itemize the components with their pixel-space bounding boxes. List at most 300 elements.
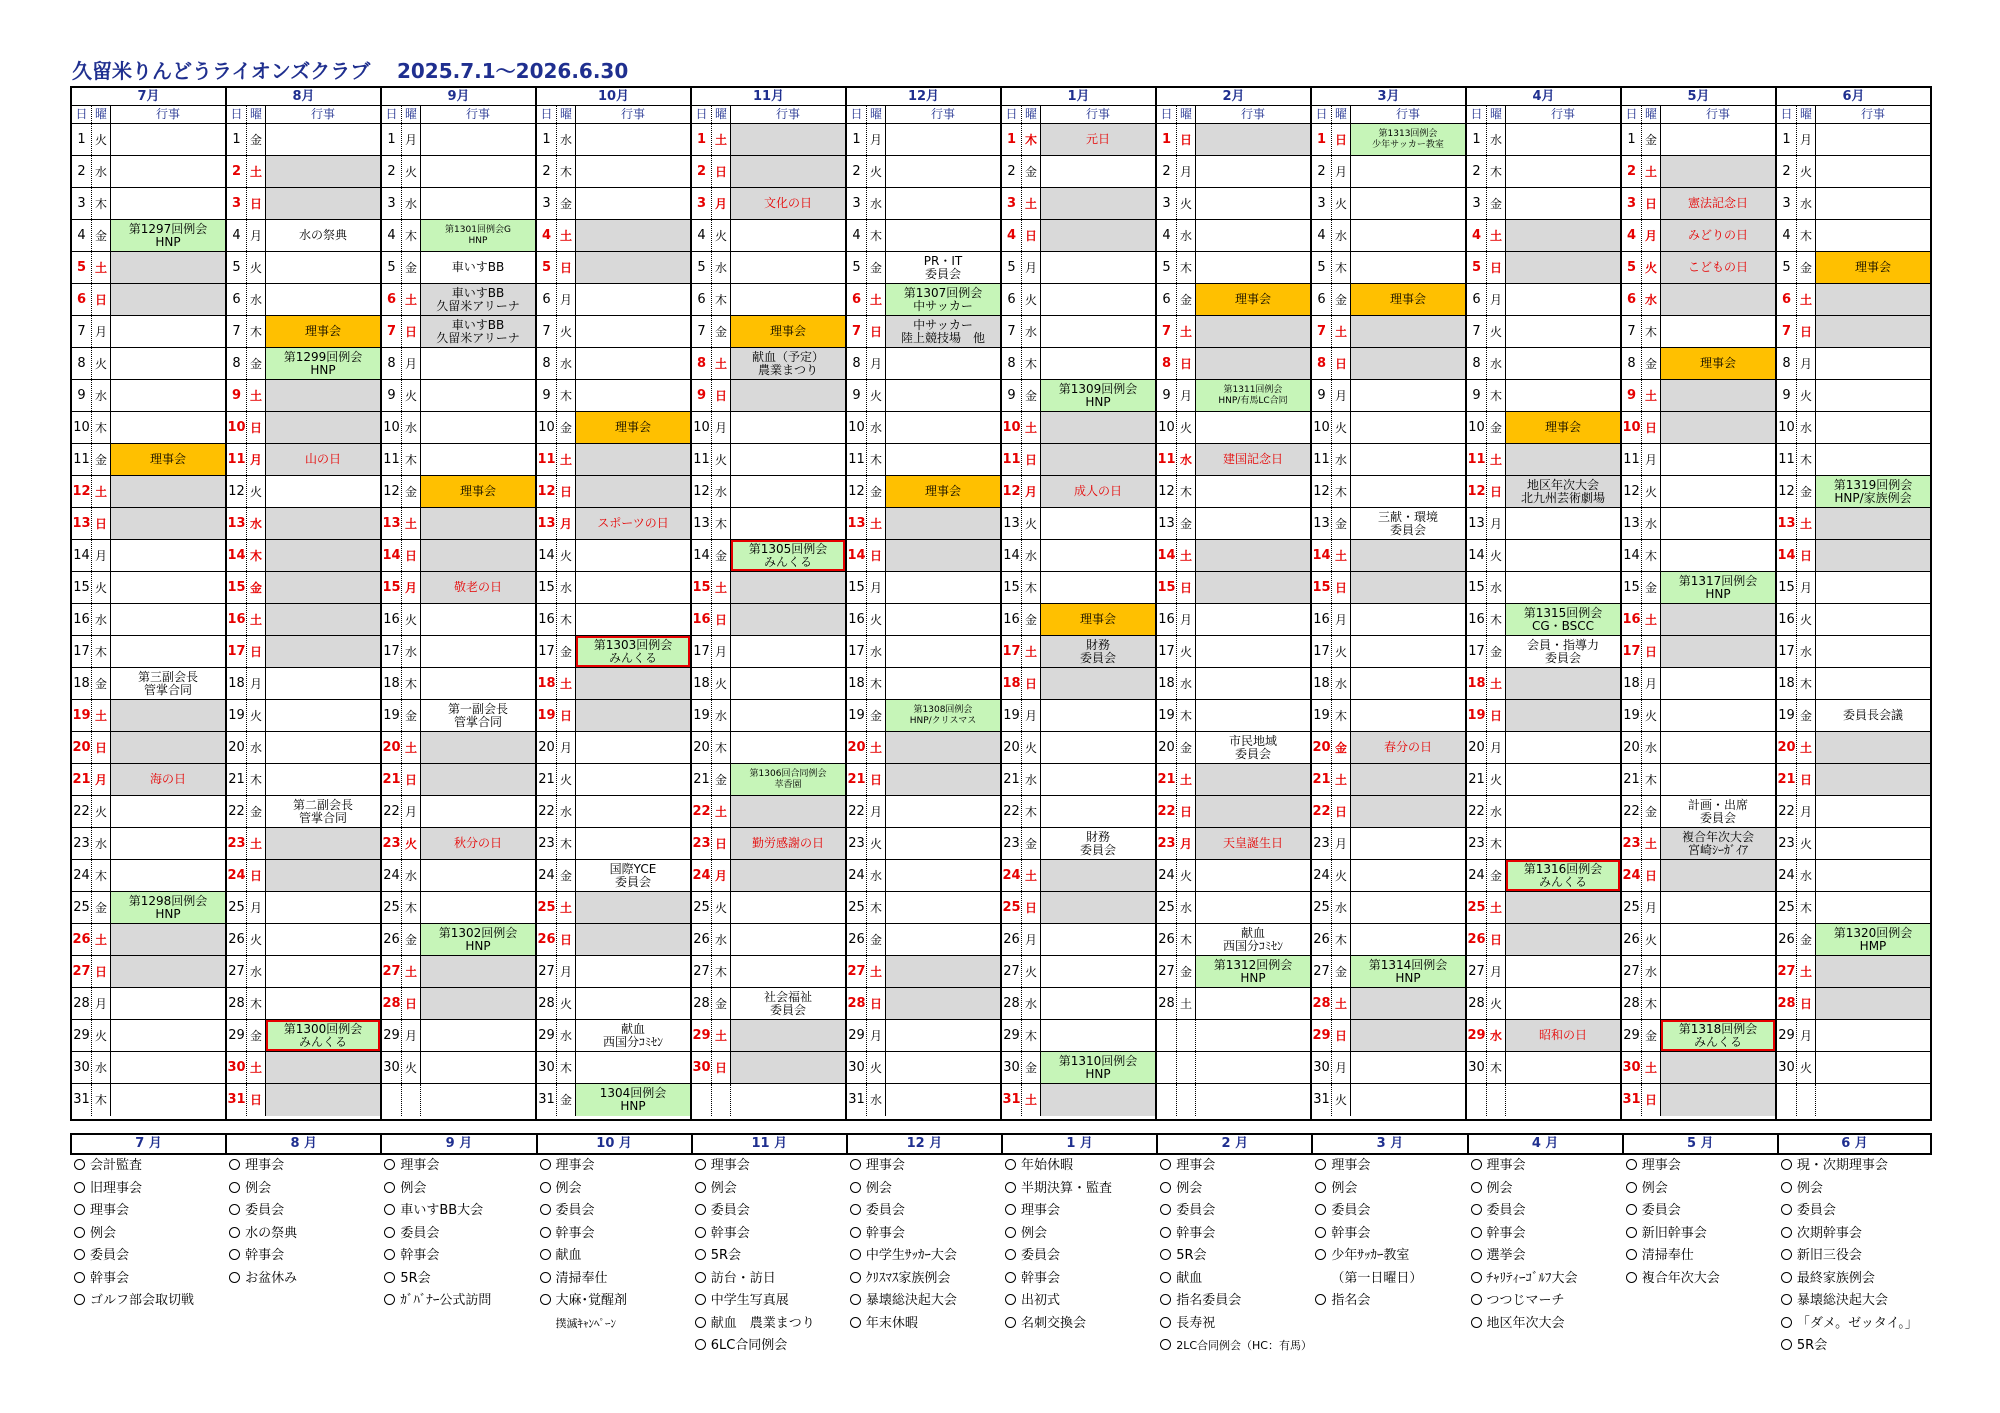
day-row — [1622, 348, 1775, 380]
column-header-day: 日 — [1777, 106, 1797, 123]
event-cell — [1041, 668, 1155, 699]
event-cell — [1816, 1084, 1930, 1116]
circle-bullet-icon — [695, 1294, 706, 1305]
day-row — [847, 988, 1000, 1020]
event-cell — [886, 188, 1000, 219]
day-row — [1777, 668, 1930, 700]
event-cell — [1196, 284, 1310, 315]
weekday: 火 — [92, 572, 111, 603]
day-row — [1002, 444, 1155, 476]
day-row — [847, 444, 1000, 476]
day-row — [1312, 732, 1465, 764]
day-row — [1002, 508, 1155, 540]
weekday — [1797, 1084, 1816, 1116]
circle-bullet-icon — [74, 1182, 85, 1193]
day-row — [1157, 476, 1310, 508]
event-cell — [421, 252, 535, 283]
month-title: 8月 — [227, 88, 380, 106]
day-row — [1622, 860, 1775, 892]
day-row — [1777, 444, 1930, 476]
event-cell — [1816, 508, 1930, 539]
day-number: 9 — [1312, 380, 1332, 411]
summary-item — [70, 1155, 225, 1178]
day-number: 21 — [537, 764, 557, 795]
day-row — [847, 124, 1000, 156]
day-row — [1777, 892, 1930, 924]
summary-month-title: 8 月 — [225, 1133, 380, 1155]
day-row — [692, 572, 845, 604]
weekday: 金 — [1642, 348, 1661, 379]
event-cell — [886, 1084, 1000, 1116]
event-text: 第1299回例会 HNP — [283, 349, 363, 377]
event-cell — [266, 860, 380, 891]
weekday: 月 — [557, 956, 576, 987]
event-cell — [1041, 924, 1155, 955]
day-number: 29 — [1622, 1020, 1642, 1051]
summary-item-label: 幹事会 — [1331, 1225, 1371, 1241]
day-number: 19 — [537, 700, 557, 731]
weekday: 月 — [1487, 956, 1506, 987]
event-cell — [576, 572, 690, 603]
day-number: 11 — [227, 444, 247, 475]
day-row — [692, 1052, 845, 1084]
weekday: 土 — [92, 476, 111, 507]
summary-item — [536, 1200, 691, 1223]
day-number: 13 — [847, 508, 867, 539]
event-cell — [886, 252, 1000, 283]
event-text: 会員・指導力 委員会 — [1526, 637, 1599, 665]
summary-item — [536, 1155, 691, 1178]
day-number: 11 — [1622, 444, 1642, 475]
day-number: 22 — [692, 796, 712, 827]
summary-item — [70, 1245, 225, 1268]
circle-bullet-icon — [229, 1182, 240, 1193]
day-row — [692, 924, 845, 956]
summary-item-label: 理事会 — [865, 1158, 905, 1173]
weekday: 火 — [402, 380, 421, 411]
event-cell — [111, 124, 225, 155]
day-row — [1002, 700, 1155, 732]
weekday: 木 — [557, 1052, 576, 1083]
event-cell — [1351, 412, 1465, 443]
weekday: 日 — [1332, 1020, 1351, 1051]
day-number: 3 — [72, 188, 92, 219]
weekday — [1177, 1020, 1196, 1051]
weekday: 木 — [1797, 220, 1816, 251]
day-number: 4 — [382, 220, 402, 251]
event-text: 第1306回合同例会 萃香園 — [749, 768, 827, 790]
weekday: 土 — [867, 284, 886, 315]
event-cell — [1196, 604, 1310, 635]
weekday: 金 — [557, 188, 576, 219]
event-cell — [1506, 444, 1620, 475]
day-number — [1157, 1052, 1177, 1083]
event-cell — [1661, 348, 1775, 379]
day-row — [227, 284, 380, 316]
weekday: 木 — [557, 604, 576, 635]
day-number: 13 — [1777, 508, 1797, 539]
circle-bullet-icon — [850, 1182, 861, 1193]
day-number: 13 — [1157, 508, 1177, 539]
weekday: 金 — [92, 892, 111, 923]
circle-bullet-icon — [384, 1227, 395, 1238]
event-cell — [266, 220, 380, 251]
day-number: 29 — [1312, 1020, 1332, 1051]
day-row — [1002, 636, 1155, 668]
day-number: 30 — [1622, 1052, 1642, 1083]
day-row — [1622, 1052, 1775, 1084]
event-cell — [1816, 156, 1930, 187]
weekday: 木 — [1332, 476, 1351, 507]
event-cell — [111, 220, 225, 251]
day-row — [1157, 284, 1310, 316]
summary-item-label: 幹事会 — [1021, 1270, 1061, 1286]
event-cell — [111, 156, 225, 187]
summary-item-label: 名刺交換会 — [1021, 1315, 1087, 1331]
day-number: 27 — [1622, 956, 1642, 987]
weekday: 土 — [92, 252, 111, 283]
circle-bullet-icon — [1005, 1272, 1016, 1283]
event-cell — [1196, 924, 1310, 955]
event-cell — [731, 1084, 845, 1116]
day-row — [847, 220, 1000, 252]
summary-item — [1001, 1155, 1156, 1178]
weekday: 金 — [247, 1020, 266, 1051]
event-cell — [1661, 444, 1775, 475]
weekday: 日 — [1642, 636, 1661, 667]
weekday: 木 — [402, 444, 421, 475]
summary-item — [1156, 1245, 1311, 1268]
weekday: 火 — [1177, 860, 1196, 891]
weekday: 土 — [1642, 156, 1661, 187]
day-number: 12 — [382, 476, 402, 507]
day-row — [692, 796, 845, 828]
weekday: 木 — [1642, 540, 1661, 571]
summary-item — [1777, 1200, 1932, 1223]
day-number: 5 — [1622, 252, 1642, 283]
circle-bullet-icon — [540, 1182, 551, 1193]
column-header-event: 行事 — [1550, 107, 1575, 121]
day-row — [1157, 700, 1310, 732]
day-number: 6 — [1157, 284, 1177, 315]
event-cell — [1351, 988, 1465, 1019]
day-row — [1157, 252, 1310, 284]
summary-item — [846, 1313, 1001, 1336]
month-title: 11月 — [692, 88, 845, 106]
weekday: 月 — [1177, 380, 1196, 411]
summary-item — [1777, 1155, 1932, 1178]
event-cell — [1816, 124, 1930, 155]
weekday: 木 — [1332, 252, 1351, 283]
summary-item-label: 委員会 — [1486, 1203, 1526, 1218]
day-number: 19 — [382, 700, 402, 731]
event-cell — [1041, 220, 1155, 251]
event-cell — [1351, 572, 1465, 603]
day-row — [1622, 988, 1775, 1020]
weekday: 月 — [712, 636, 731, 667]
weekday: 水 — [1642, 284, 1661, 315]
weekday: 日 — [1022, 220, 1041, 251]
event-cell — [576, 220, 690, 251]
summary-item-label: ゴルフ部会取切戦 — [90, 1293, 195, 1308]
day-number: 4 — [537, 220, 557, 251]
day-number: 17 — [382, 636, 402, 667]
day-row — [847, 1020, 1000, 1052]
day-row — [227, 860, 380, 892]
weekday: 月 — [1642, 220, 1661, 251]
circle-bullet-icon — [1471, 1249, 1482, 1260]
day-number: 14 — [537, 540, 557, 571]
day-number: 6 — [537, 284, 557, 315]
weekday: 土 — [1177, 540, 1196, 571]
weekday: 日 — [247, 188, 266, 219]
weekday: 土 — [1797, 732, 1816, 763]
event-cell — [731, 220, 845, 251]
day-number: 21 — [1622, 764, 1642, 795]
day-number: 25 — [1467, 892, 1487, 923]
day-row — [1312, 956, 1465, 988]
day-number: 6 — [847, 284, 867, 315]
day-row — [227, 444, 380, 476]
day-number: 28 — [72, 988, 92, 1019]
event-cell — [1196, 156, 1310, 187]
day-row — [1157, 764, 1310, 796]
summary-item-label: 委員会 — [710, 1203, 750, 1218]
circle-bullet-icon — [1471, 1204, 1482, 1215]
summary-item — [1622, 1223, 1777, 1246]
event-cell — [1816, 860, 1930, 891]
day-number: 14 — [1467, 540, 1487, 571]
event-cell — [1351, 604, 1465, 635]
weekday: 火 — [1797, 828, 1816, 859]
day-row — [227, 604, 380, 636]
day-number: 20 — [227, 732, 247, 763]
summary-item-label: 5R会 — [1176, 1248, 1207, 1263]
event-cell — [421, 348, 535, 379]
day-row — [537, 988, 690, 1020]
day-row — [1622, 700, 1775, 732]
event-cell — [1816, 924, 1930, 955]
summary-item-label: 中学生写真展 — [710, 1293, 789, 1308]
day-number: 24 — [1002, 860, 1022, 891]
summary-month-title: 2 月 — [1156, 1133, 1311, 1155]
summary-item — [536, 1268, 691, 1291]
day-row — [72, 220, 225, 252]
day-row — [1777, 860, 1930, 892]
day-number: 22 — [227, 796, 247, 827]
day-number: 15 — [1777, 572, 1797, 603]
day-row — [1157, 860, 1310, 892]
day-row — [1312, 316, 1465, 348]
event-cell — [1196, 668, 1310, 699]
day-row — [1002, 220, 1155, 252]
event-cell — [111, 316, 225, 347]
day-number: 16 — [227, 604, 247, 635]
weekday: 金 — [1177, 508, 1196, 539]
weekday: 月 — [1642, 668, 1661, 699]
summary-column — [225, 1133, 380, 1358]
weekday: 土 — [557, 892, 576, 923]
day-row — [1467, 156, 1620, 188]
event-cell — [1041, 604, 1155, 635]
column-headers — [537, 106, 690, 124]
day-number: 11 — [1467, 444, 1487, 475]
weekday: 金 — [557, 636, 576, 667]
event-cell — [1661, 796, 1775, 827]
weekday: 火 — [402, 156, 421, 187]
summary-item — [1156, 1290, 1311, 1313]
day-number: 17 — [1002, 636, 1022, 667]
day-number: 29 — [72, 1020, 92, 1051]
summary-item-label: 選挙会 — [1486, 1248, 1526, 1263]
weekday: 火 — [867, 380, 886, 411]
event-cell — [576, 380, 690, 411]
day-number: 1 — [382, 124, 402, 155]
day-row — [692, 124, 845, 156]
day-number: 17 — [847, 636, 867, 667]
day-row — [1777, 348, 1930, 380]
day-number: 5 — [1467, 252, 1487, 283]
day-number: 20 — [1777, 732, 1797, 763]
event-cell — [576, 124, 690, 155]
day-row — [847, 1052, 1000, 1084]
day-number: 31 — [537, 1084, 557, 1116]
day-number: 1 — [72, 124, 92, 155]
weekday: 月 — [402, 1020, 421, 1051]
day-number: 6 — [1622, 284, 1642, 315]
day-number: 13 — [227, 508, 247, 539]
summary-column — [1467, 1133, 1622, 1358]
event-cell — [111, 988, 225, 1019]
circle-bullet-icon — [1471, 1227, 1482, 1238]
day-number: 27 — [1312, 956, 1332, 987]
event-cell — [1196, 732, 1310, 763]
day-number: 2 — [1467, 156, 1487, 187]
event-cell — [576, 892, 690, 923]
event-text: 第1309回例会 HNP — [1058, 381, 1138, 409]
event-cell — [421, 220, 535, 251]
day-number: 24 — [847, 860, 867, 891]
day-number: 18 — [537, 668, 557, 699]
summary-item — [1001, 1178, 1156, 1201]
day-number: 8 — [692, 348, 712, 379]
day-row — [537, 604, 690, 636]
day-row — [847, 348, 1000, 380]
day-row — [1002, 284, 1155, 316]
day-number: 11 — [692, 444, 712, 475]
event-text: 第1307回例会 中サッカー — [903, 285, 983, 313]
day-row — [382, 444, 535, 476]
day-row — [1622, 636, 1775, 668]
day-number: 30 — [847, 1052, 867, 1083]
day-number: 20 — [847, 732, 867, 763]
weekday: 金 — [1642, 124, 1661, 155]
weekday: 土 — [1797, 284, 1816, 315]
day-row — [1312, 924, 1465, 956]
day-row — [1312, 668, 1465, 700]
day-number: 18 — [72, 668, 92, 699]
weekday: 日 — [1022, 444, 1041, 475]
month-column — [1620, 88, 1775, 1119]
day-number: 23 — [227, 828, 247, 859]
day-row — [1312, 380, 1465, 412]
day-row — [537, 700, 690, 732]
summary-item-label: 車いすBB大会 — [400, 1203, 484, 1218]
weekday: 水 — [557, 348, 576, 379]
day-number: 8 — [847, 348, 867, 379]
day-row — [537, 316, 690, 348]
day-number: 8 — [537, 348, 557, 379]
day-number: 26 — [72, 924, 92, 955]
event-cell — [886, 700, 1000, 731]
event-cell — [1661, 572, 1775, 603]
day-row — [537, 764, 690, 796]
circle-bullet-icon — [540, 1227, 551, 1238]
day-number: 28 — [1777, 988, 1797, 1019]
day-row — [1002, 764, 1155, 796]
weekday: 水 — [1332, 892, 1351, 923]
weekday: 火 — [1022, 732, 1041, 763]
summary-item — [380, 1200, 535, 1223]
event-cell — [111, 700, 225, 731]
event-cell — [1041, 732, 1155, 763]
summary-item — [536, 1313, 691, 1336]
day-number: 20 — [1002, 732, 1022, 763]
day-row — [1157, 1084, 1310, 1116]
summary-item — [225, 1268, 380, 1291]
summary-item-label: 委員会 — [1176, 1203, 1216, 1218]
weekday — [712, 1084, 731, 1116]
event-cell — [886, 828, 1000, 859]
event-cell — [886, 444, 1000, 475]
circle-bullet-icon — [850, 1317, 861, 1328]
event-cell — [731, 700, 845, 731]
event-cell — [111, 476, 225, 507]
event-cell — [1041, 284, 1155, 315]
event-cell — [421, 508, 535, 539]
day-number: 29 — [692, 1020, 712, 1051]
event-cell — [1816, 796, 1930, 827]
day-row — [382, 924, 535, 956]
event-text: 第1313回例会 少年サッカー教室 — [1372, 128, 1444, 150]
month-title: 9月 — [382, 88, 535, 106]
summary-item — [225, 1245, 380, 1268]
event-cell — [1506, 220, 1620, 251]
event-cell — [1351, 540, 1465, 571]
day-number: 17 — [1622, 636, 1642, 667]
weekday: 金 — [1332, 284, 1351, 315]
event-cell — [266, 828, 380, 859]
weekday: 土 — [1797, 508, 1816, 539]
event-text: 水の祭典 — [298, 228, 347, 242]
annual-calendar — [70, 86, 1932, 1121]
event-cell — [886, 956, 1000, 987]
weekday: 水 — [92, 604, 111, 635]
weekday: 金 — [1487, 412, 1506, 443]
column-headers — [227, 106, 380, 124]
event-cell — [1351, 188, 1465, 219]
weekday: 日 — [92, 956, 111, 987]
summary-item-label: 幹事会 — [865, 1225, 905, 1241]
summary-item — [380, 1268, 535, 1291]
summary-item — [1777, 1223, 1932, 1246]
weekday: 月 — [1332, 604, 1351, 635]
circle-bullet-icon — [695, 1249, 706, 1260]
summary-month-title: 1 月 — [1001, 1133, 1156, 1155]
day-number: 1 — [1777, 124, 1797, 155]
weekday: 水 — [1022, 316, 1041, 347]
event-text: 第1301回例会G HNP — [445, 224, 511, 246]
